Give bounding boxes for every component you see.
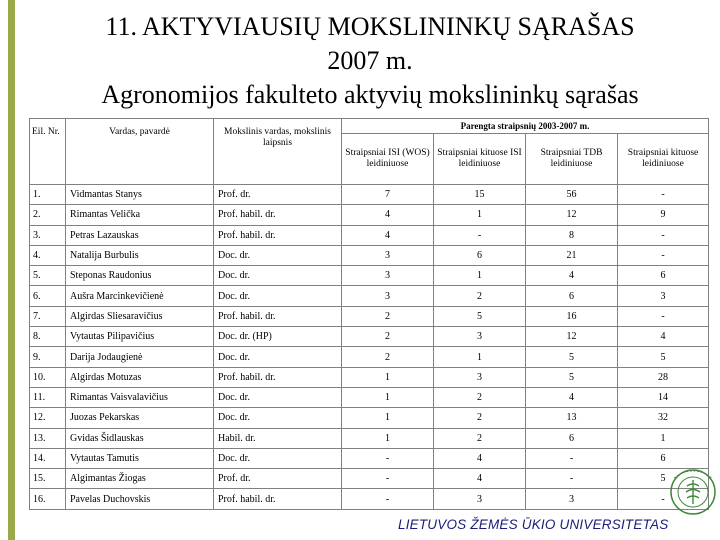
- table-row: [30, 367, 709, 387]
- cell-other-isi: 2: [434, 408, 526, 428]
- cell-other: 5: [618, 469, 709, 489]
- cell-degree: Doc. dr.: [214, 408, 342, 428]
- table-row: [30, 266, 709, 286]
- header-number: Eil. Nr.: [30, 119, 66, 185]
- cell-other: 5: [618, 347, 709, 367]
- cell-number: 1.: [30, 185, 66, 205]
- cell-number: 8.: [30, 327, 66, 347]
- cell-other: -: [618, 306, 709, 326]
- left-accent-bar: [8, 0, 15, 540]
- header-articles-group: Parengta straipsnių 2003-2007 m.: [342, 119, 709, 134]
- table-row: [30, 286, 709, 306]
- cell-other: -: [618, 245, 709, 265]
- cell-name: Petras Lazauskas: [66, 225, 214, 245]
- cell-degree: Doc. dr.: [214, 245, 342, 265]
- cell-other-isi: 6: [434, 245, 526, 265]
- cell-other: 6: [618, 448, 709, 468]
- table-row: [30, 245, 709, 265]
- cell-tdb: -: [526, 469, 618, 489]
- cell-isi-wos: 2: [342, 347, 434, 367]
- cell-name: Algirdas Sliesaravičius: [66, 306, 214, 326]
- slide-subtitle: Agronomijos fakulteto aktyvių mokslininkų sąrašas: [101, 80, 639, 109]
- cell-name: Gvidas Šidlauskas: [66, 428, 214, 448]
- table-row: [30, 408, 709, 428]
- cell-tdb: 4: [526, 387, 618, 407]
- cell-other: 32: [618, 408, 709, 428]
- cell-degree: Prof. habil. dr.: [214, 306, 342, 326]
- cell-degree: Habil. dr.: [214, 428, 342, 448]
- cell-degree: Prof. habil. dr.: [214, 489, 342, 509]
- cell-tdb: 21: [526, 245, 618, 265]
- cell-name: Vidmantas Stanys: [66, 185, 214, 205]
- cell-isi-wos: 3: [342, 266, 434, 286]
- cell-number: 11.: [30, 387, 66, 407]
- cell-isi-wos: 4: [342, 225, 434, 245]
- cell-other-isi: 4: [434, 469, 526, 489]
- table-row: [30, 347, 709, 367]
- cell-degree: Doc. dr.: [214, 286, 342, 306]
- cell-name: Aušra Marcinkevičienė: [66, 286, 214, 306]
- slide-title: 11. AKTYVIAUSIŲ MOKSLININKŲ SĄRAŠAS: [105, 12, 635, 41]
- cell-other-isi: 2: [434, 286, 526, 306]
- cell-name: Vytautas Tamutis: [66, 448, 214, 468]
- cell-tdb: 12: [526, 327, 618, 347]
- cell-tdb: 3: [526, 489, 618, 509]
- cell-degree: Doc. dr.: [214, 448, 342, 468]
- cell-tdb: 5: [526, 347, 618, 367]
- cell-other: -: [618, 489, 709, 509]
- table-row: [30, 205, 709, 225]
- cell-isi-wos: -: [342, 469, 434, 489]
- cell-number: 5.: [30, 266, 66, 286]
- table-row: [30, 469, 709, 489]
- cell-name: Natalija Burbulis: [66, 245, 214, 265]
- cell-degree: Prof. habil. dr.: [214, 205, 342, 225]
- cell-isi-wos: 2: [342, 327, 434, 347]
- cell-other: -: [618, 225, 709, 245]
- cell-number: 10.: [30, 367, 66, 387]
- cell-number: 7.: [30, 306, 66, 326]
- cell-other-isi: 3: [434, 489, 526, 509]
- table-row: [30, 306, 709, 326]
- cell-other-isi: 1: [434, 347, 526, 367]
- cell-tdb: 56: [526, 185, 618, 205]
- cell-tdb: 13: [526, 408, 618, 428]
- header-isi-wos: Straipsniai ISI (WOS) leidiniuose: [342, 134, 434, 185]
- cell-other: 14: [618, 387, 709, 407]
- cell-name: Steponas Raudonius: [66, 266, 214, 286]
- cell-tdb: 16: [526, 306, 618, 326]
- cell-tdb: 8: [526, 225, 618, 245]
- cell-isi-wos: 3: [342, 245, 434, 265]
- table-row: [30, 489, 709, 509]
- slide-title-year: 2007 m.: [327, 46, 413, 75]
- cell-other-isi: 2: [434, 428, 526, 448]
- cell-number: 13.: [30, 428, 66, 448]
- cell-tdb: 12: [526, 205, 618, 225]
- cell-number: 6.: [30, 286, 66, 306]
- cell-other-isi: -: [434, 225, 526, 245]
- table-row: [30, 327, 709, 347]
- cell-other-isi: 4: [434, 448, 526, 468]
- cell-number: 4.: [30, 245, 66, 265]
- cell-isi-wos: 1: [342, 428, 434, 448]
- scientists-table: [29, 118, 709, 510]
- cell-other-isi: 5: [434, 306, 526, 326]
- cell-degree: Prof. dr.: [214, 185, 342, 205]
- cell-other: 1: [618, 428, 709, 448]
- header-degree: Mokslinis vardas, mokslinis laipsnis: [214, 119, 342, 185]
- cell-other: 9: [618, 205, 709, 225]
- cell-other-isi: 15: [434, 185, 526, 205]
- cell-other: 28: [618, 367, 709, 387]
- cell-degree: Prof. habil. dr.: [214, 367, 342, 387]
- header-other-isi: Straipsniai kituose ISI leidiniuose: [434, 134, 526, 185]
- cell-isi-wos: 1: [342, 387, 434, 407]
- cell-name: Rimantas Vaisvalavičius: [66, 387, 214, 407]
- header-other: Straipsniai kituose leidiniuose: [618, 134, 709, 185]
- cell-other-isi: 1: [434, 266, 526, 286]
- cell-name: Algirdas Motuzas: [66, 367, 214, 387]
- footer-university: LIETUVOS ŽEMĖS ŪKIO UNIVERSITETAS: [398, 517, 669, 532]
- cell-other-isi: 3: [434, 367, 526, 387]
- cell-tdb: 6: [526, 428, 618, 448]
- cell-isi-wos: -: [342, 448, 434, 468]
- cell-isi-wos: 2: [342, 306, 434, 326]
- cell-number: 14.: [30, 448, 66, 468]
- cell-name: Algimantas Žiogas: [66, 469, 214, 489]
- cell-degree: Prof. dr.: [214, 469, 342, 489]
- cell-other-isi: 1: [434, 205, 526, 225]
- cell-isi-wos: 1: [342, 408, 434, 428]
- cell-name: Vytautas Pilipavičius: [66, 327, 214, 347]
- table-row: [30, 428, 709, 448]
- cell-tdb: 5: [526, 367, 618, 387]
- cell-degree: Doc. dr. (HP): [214, 327, 342, 347]
- cell-isi-wos: 3: [342, 286, 434, 306]
- cell-number: 3.: [30, 225, 66, 245]
- cell-name: Pavelas Duchovskis: [66, 489, 214, 509]
- university-logo: [668, 466, 718, 526]
- cell-name: Juozas Pekarskas: [66, 408, 214, 428]
- cell-tdb: 4: [526, 266, 618, 286]
- table-row: [30, 225, 709, 245]
- cell-other: 4: [618, 327, 709, 347]
- cell-isi-wos: 1: [342, 367, 434, 387]
- cell-other-isi: 3: [434, 327, 526, 347]
- cell-number: 2.: [30, 205, 66, 225]
- cell-name: Darija Jodaugienė: [66, 347, 214, 367]
- cell-number: 9.: [30, 347, 66, 367]
- header-tdb: Straipsniai TDB leidiniuose: [526, 134, 618, 185]
- cell-number: 16.: [30, 489, 66, 509]
- cell-degree: Doc. dr.: [214, 347, 342, 367]
- cell-name: Rimantas Velička: [66, 205, 214, 225]
- cell-other: -: [618, 185, 709, 205]
- cell-degree: Prof. habil. dr.: [214, 225, 342, 245]
- cell-isi-wos: 7: [342, 185, 434, 205]
- cell-number: 15.: [30, 469, 66, 489]
- cell-other: 6: [618, 266, 709, 286]
- cell-tdb: -: [526, 448, 618, 468]
- cell-tdb: 6: [526, 286, 618, 306]
- cell-isi-wos: 4: [342, 205, 434, 225]
- cell-other: 3: [618, 286, 709, 306]
- table-row: [30, 448, 709, 468]
- cell-number: 12.: [30, 408, 66, 428]
- cell-degree: Doc. dr.: [214, 266, 342, 286]
- cell-other-isi: 2: [434, 387, 526, 407]
- table-row: [30, 185, 709, 205]
- header-name: Vardas, pavardė: [66, 119, 214, 185]
- cell-degree: Doc. dr.: [214, 387, 342, 407]
- table-row: [30, 387, 709, 407]
- cell-isi-wos: -: [342, 489, 434, 509]
